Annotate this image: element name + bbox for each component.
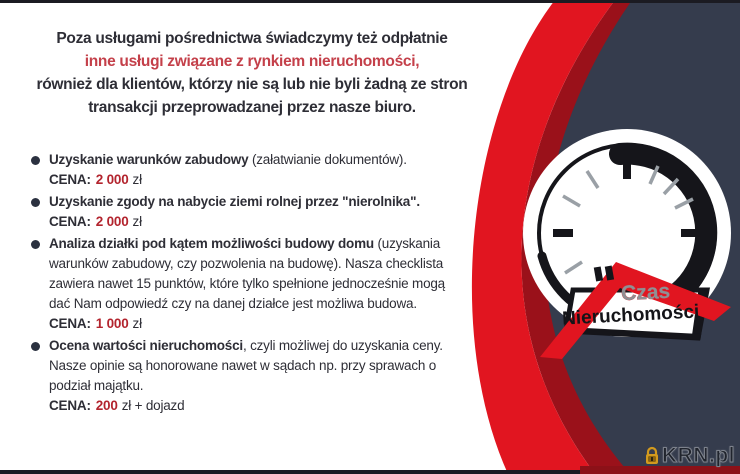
service-item-warunki-zabudowy [30,150,468,190]
price-value: 200 [95,398,118,413]
price-label: CENA: [49,398,91,413]
service-title: Uzyskanie warunków zabudowy [49,152,249,167]
service-price [49,170,468,190]
services-list [30,150,468,418]
watermark-site-label: KRN.pl [662,444,735,467]
price-value: 1 000 [95,316,129,331]
headline-line-3: również dla klientów, którzy nie są lub nie byli żadną ze stron [36,76,468,93]
service-item-ocena-wartosci [30,336,468,416]
service-description: , czyli możliwej do uzyskania ceny. Nasze opinie są honorowane nawet w sądach np. przy sprawach o podział majątku. [49,338,443,393]
bullet-dot [31,156,40,165]
bullet-dot [31,342,40,351]
service-price [49,212,468,232]
headline-line-2-red: inne usługi związane z rynkiem nieruchomości, [84,53,420,70]
service-title: Ocena wartości nieruchomości [49,338,243,353]
price-label: CENA: [49,214,91,229]
price-value: 2 000 [95,214,129,229]
service-item-analiza-dzialki [30,234,468,334]
price-suffix: zł + dojazd [121,398,185,413]
price-suffix: zł [132,316,142,331]
price-suffix: zł [132,172,142,187]
top-bar [0,0,740,3]
headline-line-4: transakcji przeprowadzanej przez nasze biuro. [88,99,416,116]
service-description: (załatwianie dokumentów). [248,152,407,167]
price-label: CENA: [49,172,91,187]
service-price [49,314,468,334]
logo-text-nieruchomosci: Nieruchomości [561,301,700,330]
padlock-icon [644,446,660,466]
price-value: 2 000 [95,172,129,187]
headline [12,27,492,119]
bottom-bar [0,470,600,474]
price-label: CENA: [49,316,91,331]
service-item-zgoda-nierolnik [30,192,468,232]
price-suffix: zł [132,214,142,229]
service-price [49,396,468,416]
service-description: (uzyskania warunków zabudowy, czy pozwolenia na budowę). Nasza checklista zawiera nawet 15 punktów, które tylko spełnione jednocześnie mogą dać Nam odpowiedź czy na danej działce jest możliwa budowa. [49,236,445,311]
service-title: Analiza działki pod kątem możliwości budowy domu [49,236,374,251]
bullet-dot [31,198,40,207]
service-title: Uzyskanie zgody na nabycie ziemi rolnej przez "nierolnika". [49,194,420,209]
watermark [644,444,735,468]
logo-text-czas: Czas [620,279,671,306]
bullet-dot [31,240,40,249]
headline-line-1: Poza usługami pośrednictwa świadczymy też odpłatnie [56,30,448,47]
